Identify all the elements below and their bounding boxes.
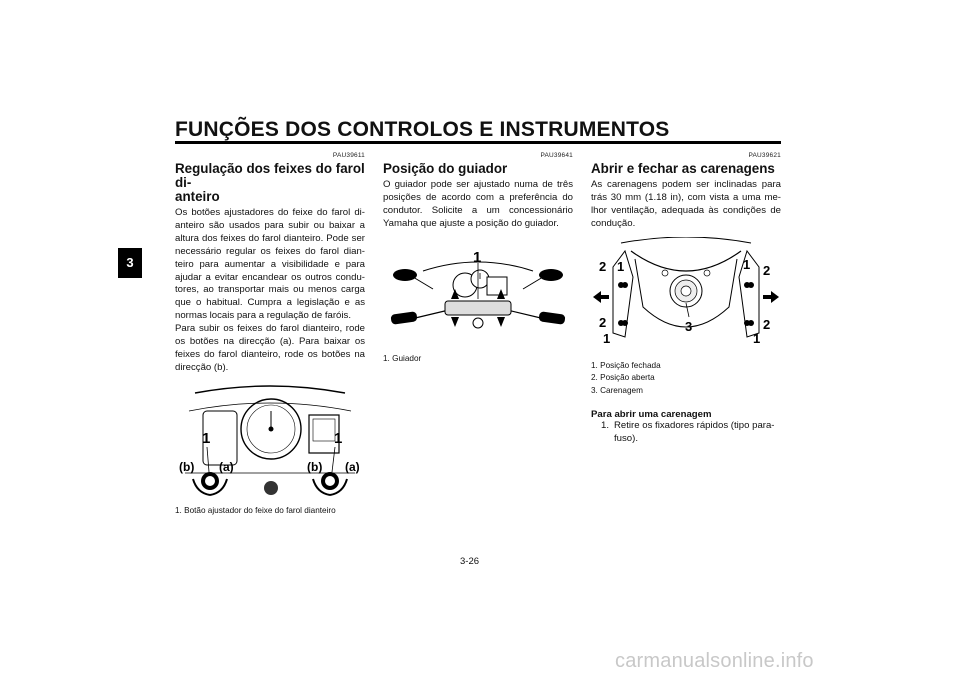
figure-label-a: (a) (345, 459, 360, 474)
page-number: 3-26 (460, 556, 480, 567)
step-text: Retire os fixadores rápidos (tipo para-fuso). (614, 420, 775, 445)
figure-label-2: 2 (599, 258, 607, 274)
procedure-subheading: Para abrir uma carenagem (591, 409, 712, 421)
figure-caption: 1. Posição fechada (591, 360, 661, 370)
figure-label-1: 1 (473, 248, 482, 266)
column-handlebar-position (383, 152, 573, 365)
figure-caption: 1. Guiador (383, 353, 422, 363)
figure-label-2: 2 (763, 262, 771, 278)
figure-caption: 1. Botão ajustador do feixe do farol dianteiro (175, 505, 336, 515)
figure-caption: 3. Carenagem (591, 385, 643, 395)
paragraph: Os botões ajustadores do feixe do farol di-anteiro são usados para subir ou baixar a altura dos feixes do farol dianteiro. Pode ser necessário regular os feixes do farol dian-teiro para aumentar a visibilidade e para ajudar a evitar encandear os outros condu-tores, ao transportar mais ou menos carga que o habitual. Cumpra a legislação e as normas locais para a regulação de faróis. (175, 207, 365, 322)
page-header-title: FUNÇÕES DOS CONTROLOS E INSTRUMENTOS (175, 118, 670, 141)
section-code: PAU39621 (748, 152, 781, 159)
section-heading: Posição do guiador (383, 161, 508, 176)
heading-line-2: anteiro (175, 189, 220, 204)
figure-label-3: 3 (685, 318, 693, 334)
cowling-figure (591, 237, 781, 357)
figure-label-1: 1 (334, 429, 343, 447)
header-rule (175, 141, 781, 144)
column-headlight-beam (175, 152, 365, 517)
figure-label-a: (a) (219, 459, 234, 474)
paragraph: As carenagens podem ser inclinadas para trás 30 mm (1.18 in), com vista a uma me-lhor ventilação, adequada às condições de condução. (591, 179, 781, 229)
column-open-close-cowlings (591, 152, 781, 446)
figure-label-2: 2 (599, 314, 607, 330)
chapter-tab: 3 (118, 248, 142, 278)
watermark: carmanualsonline.info (615, 650, 814, 672)
figure-label-2: 2 (763, 316, 771, 332)
section-heading (175, 162, 365, 204)
figure-label-1: 1 (603, 330, 611, 346)
section-code: PAU39611 (332, 152, 365, 159)
figure-label-b: (b) (179, 459, 195, 474)
figure-label-1: 1 (202, 429, 211, 447)
figure-caption: 2. Posição aberta (591, 373, 655, 383)
heading-line-1: Regulação dos feixes do farol di- (175, 161, 365, 190)
figure-label-1: 1 (617, 258, 625, 274)
section-heading: Abrir e fechar as carenagens (591, 161, 775, 176)
step-number: 1. (601, 420, 610, 432)
paragraph: O guiador pode ser ajustado numa de três posições de acordo com a preferência do condutor. Solicite a um concessionário Yamaha que ajuste a posição do guiador. (383, 179, 573, 229)
handlebar-figure (383, 249, 573, 349)
procedure-step (601, 420, 781, 446)
section-code: PAU39641 (540, 152, 573, 159)
figure-label-1: 1 (743, 256, 751, 272)
paragraph: Para subir os feixes do farol dianteiro, rode os botões na direcção (a). Para baixar os feixes do farol dianteiro, rode os botões na direcção (b). (175, 323, 365, 373)
figure-label-1: 1 (753, 330, 761, 346)
figure-label-b: (b) (307, 459, 323, 474)
headlight-adjuster-figure (175, 381, 365, 501)
